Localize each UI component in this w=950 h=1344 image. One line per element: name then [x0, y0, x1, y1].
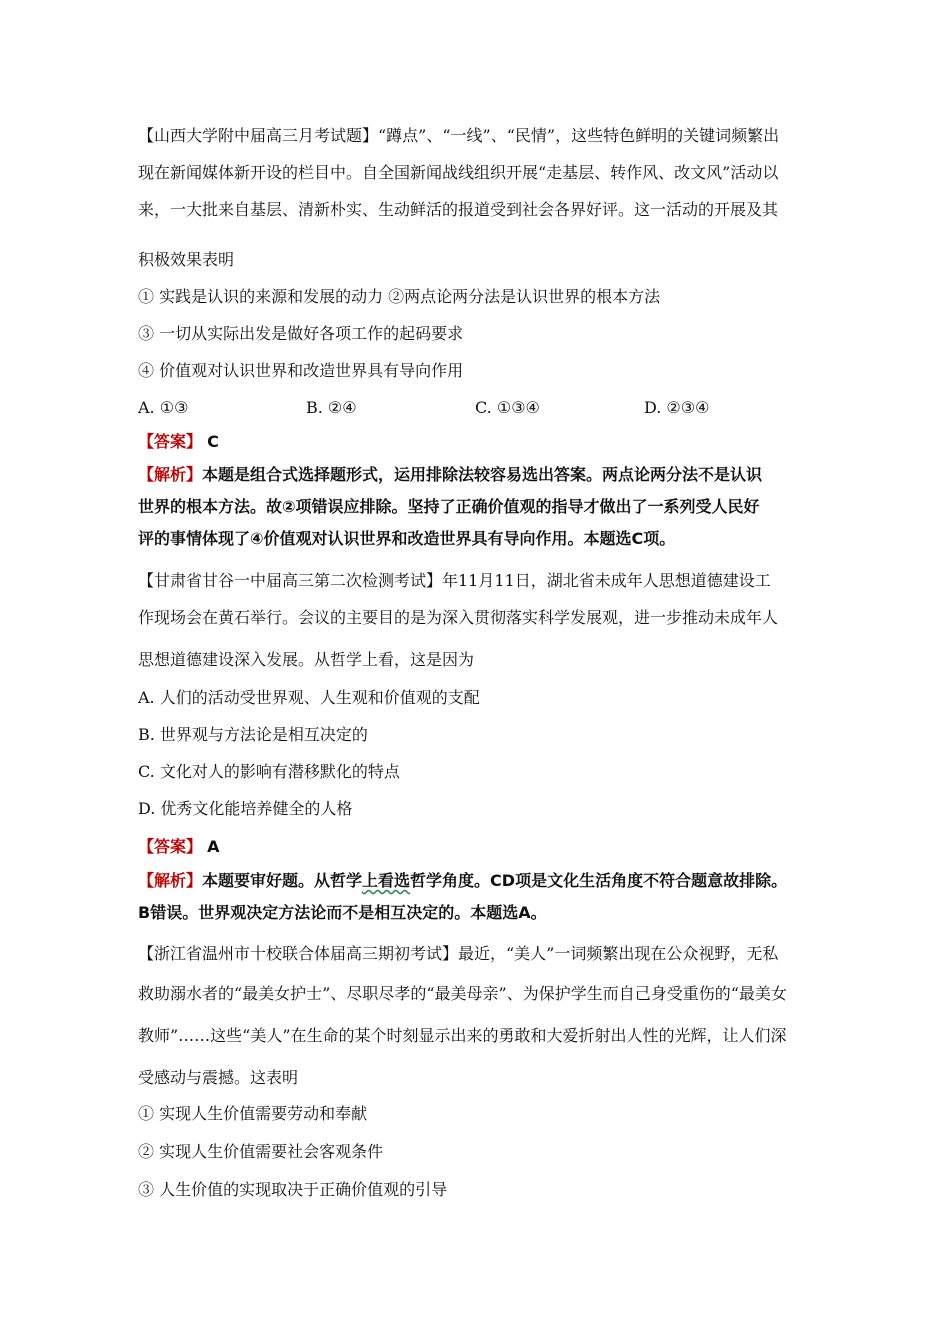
q3-line-2: 救助溺水者的“最美女护士”、尽职尽孝的“最美母亲”、为保护学生而自己身受重伤的“最美女: [138, 984, 787, 1003]
q1-analysis-line-1: [138, 465, 762, 485]
q3-statement-3: ③ 人生价值的实现取决于正确价值观的引导: [138, 1180, 448, 1199]
q2-option-b: B. 世界观与方法论是相互决定的: [138, 725, 368, 744]
q1-statement-3: ③ 一切从实际出发是做好各项工作的起码要求: [138, 324, 464, 343]
q1-option-c: C. ①③④: [475, 398, 540, 417]
q1-line-3: 来，一大批来自基层、清新朴实、生动鲜活的报道受到社会各界好评。这一活动的开展及其: [138, 200, 779, 219]
q1-line-4: 积极效果表明: [138, 250, 235, 269]
q1-option-a: A. ①③: [138, 398, 189, 417]
q2-line-2: 作现场会在黄石举行。会议的主要目的是为深入贯彻落实科学发展观，进一步推动未成年人: [138, 608, 779, 627]
q3-line-4: 受感动与震撼。这表明: [138, 1068, 299, 1087]
q1-analysis-text-1: 本题是组合式选择题形式，运用排除法较容易选出答案。两点论两分法不是认识: [202, 465, 763, 484]
q1-statement-1-2: ① 实践是认识的来源和发展的动力 ②两点论两分法是认识世界的根本方法: [138, 287, 661, 306]
q2-option-a: A. 人们的活动受世界观、人生观和价值观的支配: [138, 688, 480, 707]
q1-line-1: 【山西大学附中届高三月考试题】“蹲点”、“一线”、“民情”，这些特色鲜明的关键词频繁出: [138, 126, 780, 145]
q2-analysis-line-1: [138, 871, 787, 891]
q1-analysis-line-2: 世界的根本方法。故②项错误应排除。坚持了正确价值观的指导才做出了一系列受人民好: [138, 497, 760, 516]
q1-answer-value: C: [207, 432, 219, 451]
q2-analysis-text-c: 哲学角度。CD项是文化生活角度不符合题意故排除。: [410, 871, 788, 890]
q2-answer-tag: 【答案】: [138, 837, 203, 856]
q1-analysis-line-3: 评的事情体现了④价值观对认识世界和改造世界具有导向作用。本题选C项。: [138, 529, 676, 548]
q2-analysis-text-b: 上看选: [362, 871, 411, 890]
q2-answer-value: A: [207, 837, 220, 856]
q3-line-3: 教师”……这些“美人”在生命的某个时刻显示出来的勇敢和大爱折射出人性的光辉，让人们深: [138, 1026, 787, 1045]
q3-statement-1: ① 实现人生价值需要劳动和奉献: [138, 1104, 368, 1123]
q2-line-3: 思想道德建设深入发展。从哲学上看，这是因为: [138, 650, 475, 669]
q1-option-d: D. ②③④: [644, 398, 710, 417]
q1-analysis-tag: 【解析】: [138, 465, 203, 484]
q3-statement-2: ② 实现人生价值需要社会客观条件: [138, 1142, 384, 1161]
q1-statement-4: ④ 价值观对认识世界和改造世界具有导向作用: [138, 361, 464, 380]
q2-analysis-line-2: B错误。世界观决定方法论而不是相互决定的。本题选A。: [138, 903, 547, 922]
q2-option-c: C. 文化对人的影响有潜移默化的特点: [138, 762, 400, 781]
q2-analysis-text-a: 本题要审好题。从哲学: [202, 871, 363, 890]
q1-answer-tag: 【答案】: [138, 432, 203, 451]
q2-analysis-tag: 【解析】: [138, 871, 203, 890]
q1-option-b: B. ②④: [306, 398, 357, 417]
q1-answer-row: [138, 432, 219, 452]
q2-option-d: D. 优秀文化能培养健全的人格: [138, 799, 353, 818]
q3-line-1: 【浙江省温州市十校联合体届高三期初考试】最近，“美人”一词频繁出现在公众视野，无私: [138, 944, 779, 963]
q2-line-1: 【甘肃省甘谷一中届高三第二次检测考试】年11月11日，湖北省未成年人思想道德建设工: [138, 571, 771, 590]
q1-line-2: 现在新闻媒体新开设的栏目中。自全国新闻战线组织开展“走基层、转作风、改文风”活动以: [138, 163, 779, 182]
q2-answer-row: [138, 837, 220, 857]
